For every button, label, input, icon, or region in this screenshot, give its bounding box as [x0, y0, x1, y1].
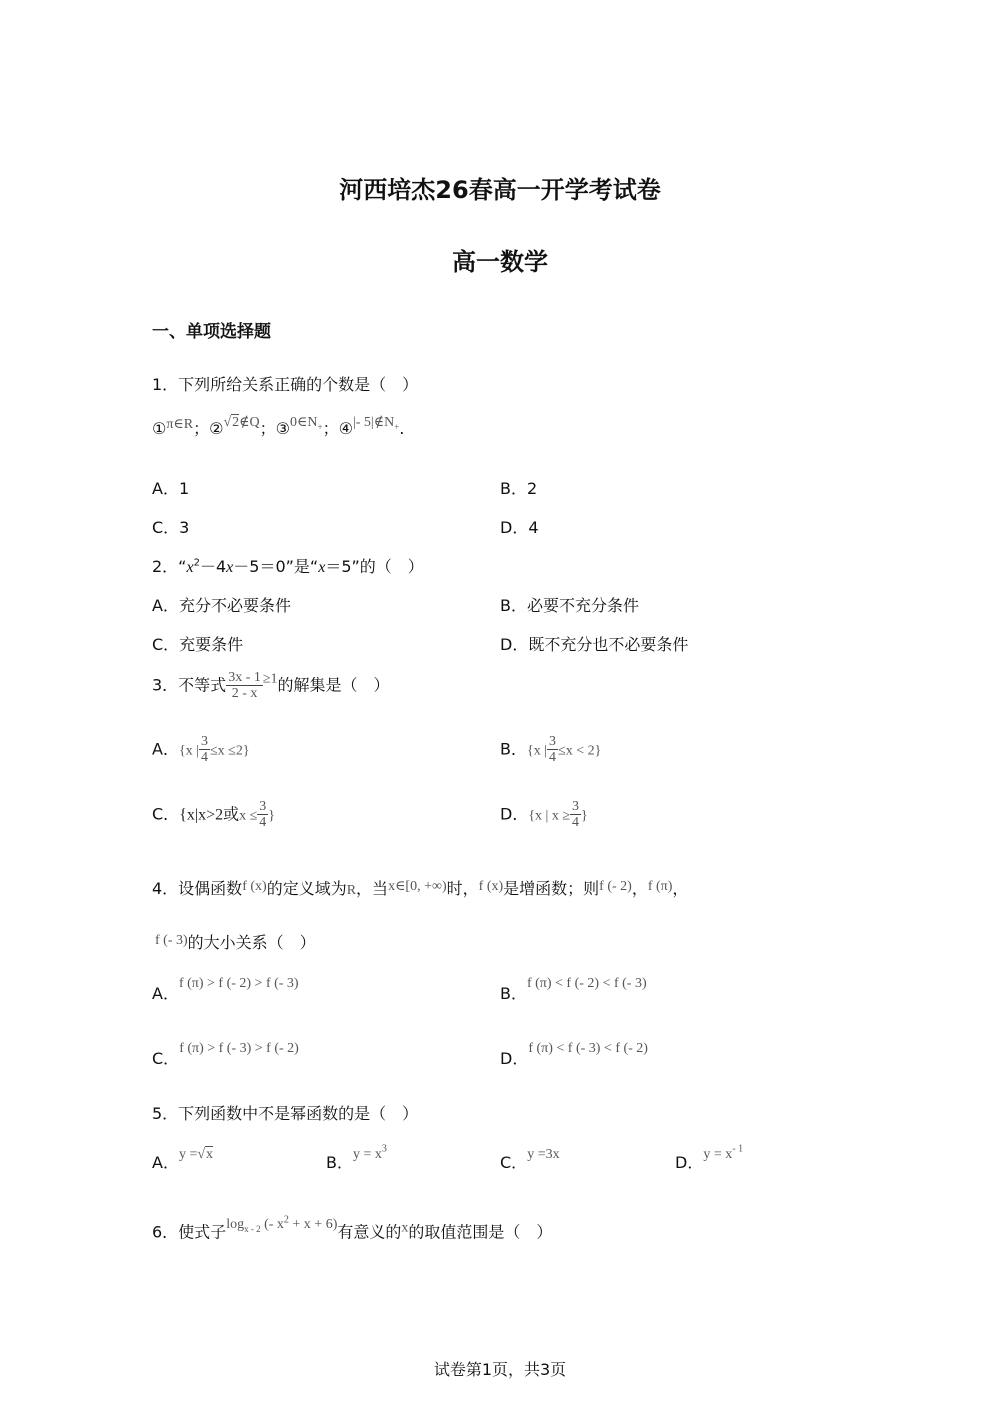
question-1-option-c[interactable]: C．3 — [152, 518, 190, 537]
question-1-stem: 1．下列所给关系正确的个数是（ ） — [152, 375, 419, 394]
question-4-stem-line-2: f (- 3)的大小关系（ ） — [155, 933, 316, 952]
question-5-option-d[interactable]: D．$y = x^{- 1}$ — [675, 1143, 744, 1172]
page-footer: 试卷第1页，共3页 — [433, 1360, 567, 1379]
question-2-option-d[interactable]: D．既不充分也不必要条件 — [500, 635, 689, 654]
math-sqrt2-notin-q: √2∉Q — [223, 415, 260, 430]
question-3-option-d[interactable]: D．{x | x ≥ $\frac{3}{4}$ } — [500, 799, 588, 831]
exam-subject: 高一数学 — [452, 248, 548, 276]
question-3-option-c[interactable]: C．{x|x>2或x ≤ $\frac{3}{4}$ } — [152, 799, 276, 831]
exam-title: 河西培杰26春高一开学考试卷 — [339, 176, 661, 204]
question-2-option-a[interactable]: A．充分不必要条件 — [152, 596, 291, 615]
question-4-option-c[interactable]: C．f (π) > f (- 3) > f (- 2) — [152, 1041, 299, 1068]
question-3-option-b[interactable]: B．{x | $\frac{3}{4}$ ≤x < 2} — [500, 734, 602, 766]
section-heading-single-choice: 一、单项选择题 — [152, 322, 271, 342]
question-5-option-a[interactable]: A．y =√x — [152, 1147, 214, 1172]
question-1-items: ①π∈R；②√2∉Q；$③0\in N_+$；④|- $5|\notin N_+$. — [152, 415, 405, 438]
question-1-option-d[interactable]: D．4 — [500, 518, 539, 537]
question-5-option-c[interactable]: C．y =3x — [500, 1147, 560, 1172]
question-3-stem: 3．不等式 $\frac{3x - 1}{2 - x}$ ≥1的解集是（ ） — [152, 670, 390, 702]
question-6-stem: 6．使式子$\log_{x - 2}$ (- $x^2 + x + 6$)有意义的x的取值范围是（ ） — [152, 1214, 553, 1242]
question-3-option-a[interactable]: A．{x | $\frac{3}{4}$ ≤x ≤2} — [152, 734, 250, 766]
math-pi-in-r: π∈R — [166, 417, 194, 432]
question-5-stem: 5．下列函数中不是幂函数的是（ ） — [152, 1104, 419, 1123]
fraction-3x-1-over-2-x: $\frac{3x - 1}{2 - x}$ — [228, 670, 261, 702]
math-log-expression: $\log_{x - 2}$ (- $x^2 + x + 6$) — [226, 1214, 338, 1234]
question-2-option-b[interactable]: B．必要不充分条件 — [500, 596, 639, 615]
question-2-option-c[interactable]: C．充要条件 — [152, 635, 244, 654]
question-5-option-b[interactable]: B．$y = x^3$ — [326, 1143, 387, 1172]
question-4-option-d[interactable]: D．f (π) < f (- 3) < f (- 2) — [500, 1041, 648, 1068]
question-4-option-b[interactable]: B．f (π) < f (- 2) < f (- 3) — [500, 976, 647, 1003]
math-zero-in-n-plus: $0\in N_+$ — [290, 415, 323, 432]
question-1-option-a[interactable]: A．1 — [152, 479, 190, 498]
math-abs-neg5-notin-n-plus: |- $5|\notin N_+$ — [352, 415, 400, 432]
question-4-stem-line-1: 4．设偶函数f (x)的定义域为R，当x∈[0, +∞)时，f (x)是增函数；则f (- 2)，f (π)， — [152, 879, 689, 898]
question-4-option-a[interactable]: A．f (π) > f (- 2) > f (- 3) — [152, 976, 299, 1003]
question-2-stem: 2．“$x^2-4x-5=0$”是“x＝5”的（ ） — [152, 557, 424, 576]
question-1-option-b[interactable]: B．2 — [500, 479, 538, 498]
